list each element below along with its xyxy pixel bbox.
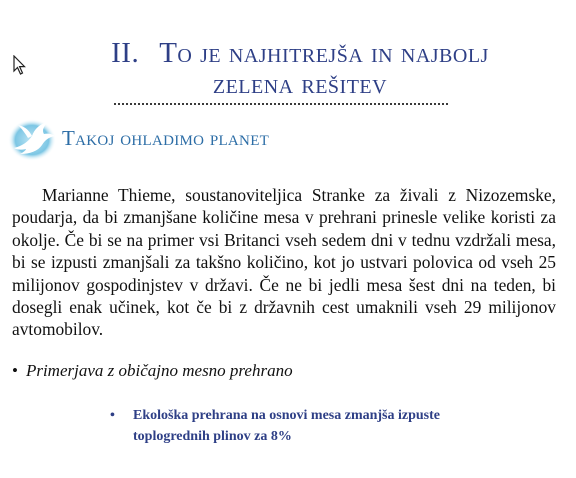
bullet-text: Primerjava z običajno mesno prehrano [25,361,293,380]
bullet-item-level1 [12,361,293,381]
chapter-title-line1: To je najhitrejša in najbolj [159,37,489,69]
chapter-number: II. [111,37,140,69]
section-title: Takoj ohladimo planet [62,126,270,150]
dove-icon [8,118,60,162]
title-divider [114,103,448,105]
mouse-cursor-icon [13,55,27,75]
chapter-title-line2: zelena rešitev [212,68,388,100]
bullet-icon: • [110,408,115,423]
chapter-title [40,38,560,100]
bullet-item-level2 [110,405,490,447]
bullet-text: Ekološka prehrana na osnovi mesa zmanjša izpuste toplogrednih plinov za 8% [133,408,441,444]
bullet-icon: • [12,361,18,380]
body-paragraph: Marianne Thieme, soustanoviteljica Stranke za živali z Nizozemske, poudarja, da bi zmanjšane količine mesa v prehrani prinesle velike koristi za okolje. Če bi se na primer vsi Britanci vseh sedem dni v tednu vzdržali mesa, bi se izpusti zmanjšali za takšno količino, kot jo ustvari polovica od vseh 25 milijonov gospodinjstev v državi. Če ne bi jedli mesa šest dni na teden, bi dosegli enak učinek, kot če bi z državnih cest umaknili vseh 29 milijonov avtomobilov. [12,185,556,340]
